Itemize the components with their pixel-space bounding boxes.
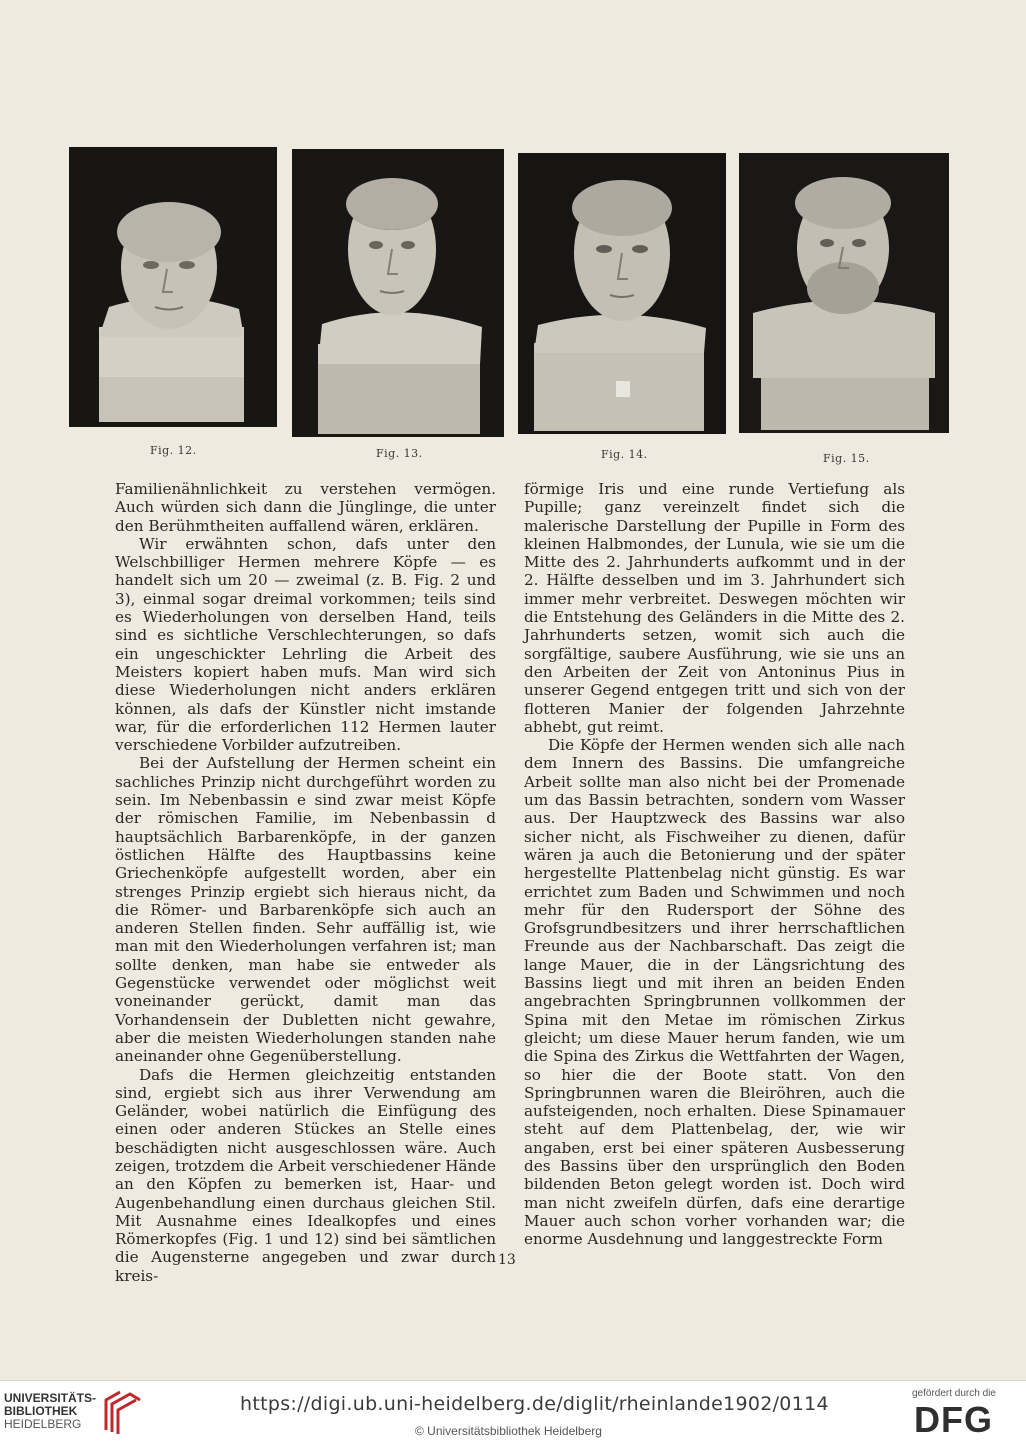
- bust-image-15: [739, 153, 949, 433]
- figure-13-caption: Fig. 13.: [376, 447, 423, 460]
- permalink-url[interactable]: https://digi.ub.uni-heidelberg.de/diglit/rheinlande1902/0114: [240, 1393, 829, 1415]
- library-logo-icon: [100, 1386, 146, 1436]
- left-paragraph: Bei der Aufstellung der Hermen scheint ein sachliches Prinzip nicht durchgeführt worden zu sein. Im Nebenbassin e sind zwar meist Köpfe der römischen Familie, im Nebenbassin d hauptsächlich Barbarenköpfe, in der ganzen östlichen Hälfte des Hauptbassins keine Griechenköpfe aufgestellt worden, aber ein strenges Prinzip ergiebt sich hieraus nicht, da die Römer- und Barbarenköpfe sich auch an anderen Stellen finden. Sehr auffällig ist, wie man mit den Wiederholungen verfahren ist; man sollte denken, man habe sie entweder als Gegenstücke verwendet oder möglichst weit voneinander gerückt, damit man das Vorhandensein der Dubletten nicht gewahre, aber die meisten Wiederholungen standen nahe aneinander ohne Gegenüberstellung.: [115, 754, 496, 1066]
- left-text-column: [115, 480, 496, 1285]
- figure-15-caption: Fig. 15.: [823, 452, 870, 465]
- viewer-footer: [0, 1380, 1026, 1452]
- figure-13-photo: [292, 149, 504, 437]
- figure-14-caption: Fig. 14.: [601, 448, 648, 461]
- left-paragraph: Familienähnlichkeit zu verstehen vermögen. Auch würden sich dann die Jünglinge, die unter den Berühmtheiten auffallend wären, erklären.: [115, 480, 496, 535]
- dfg-logo: DFG: [914, 1399, 993, 1440]
- library-name-line3: HEIDELBERG: [4, 1417, 82, 1431]
- figure-12-caption: Fig. 12.: [150, 444, 197, 457]
- bust-image-13: [292, 149, 504, 437]
- right-text-column: [524, 480, 905, 1248]
- right-paragraph: Die Köpfe der Hermen wenden sich alle nach dem Innern des Bassins. Die umfangreiche Arbeit sollte man also nicht bei der Promenade um das Bassin betrachten, sondern vom Wasser aus. Der Hauptzweck des Bassins war also sicher nicht, als Fischweiher zu dienen, dafür wären ja auch die Betonierung und der später hergestellte Plattenbelag nicht günstig. Es war errichtet zum Baden und Schwimmen und noch mehr für den Rudersport der Söhne des Grofsgrundbesitzers und ihrer herrschaftlichen Freunde aus der Nachbarschaft. Das zeigt die lange Mauer, die in der Längsrichtung des Bassins liegt und mit ihren an beiden Enden angebrachten Springbrunnen vollkommen der Spina mit den Metae im römischen Zirkus gleicht; um diese Mauer herum fanden, wie um die Spina des Zirkus die Wettfahrten der Wagen, so hier die der Boote statt. Von den Springbrunnen waren die Bleiröhren, auch die aufsteigenden, noch erhalten. Diese Spinamauer steht auf dem Plattenbelag, der, wie wir angaben, erst bei einer späteren Ausbesserung des Bassins über den ursprünglich den Boden bildenden Beton gelegt worden ist. Doch wird man nicht zweifeln dürfen, dafs eine derartige Mauer auch schon vorher vorhanden war; die enorme Ausdehnung und langgestreckte Form: [524, 736, 905, 1249]
- funding-note: gefördert durch die: [912, 1388, 996, 1399]
- library-name: [4, 1392, 96, 1431]
- figure-14-photo: [518, 153, 726, 434]
- bust-image-14: [518, 153, 726, 434]
- left-paragraph: Dafs die Hermen gleichzeitig entstanden sind, ergiebt sich aus ihrer Verwendung am Geländer, wobei natürlich die Einfügung des einen oder anderen Stückes an Stelle eines beschädigten nicht ausgeschlossen wäre. Auch zeigen, trotzdem die Arbeit verschiedener Hände an den Köpfen zu bemerken ist, Haar- und Augenbehandlung einen durchaus gleichen Stil. Mit Ausnahme eines Idealkopfes und eines Römerkopfes (Fig. 1 und 12) sind bei sämtlichen die Augensterne angegeben und zwar durch kreis-: [115, 1065, 496, 1285]
- page-number: 13: [498, 1252, 516, 1268]
- library-name-line1: UNIVERSITÄTS-: [4, 1391, 97, 1405]
- copyright-notice: © Universitätsbibliothek Heidelberg: [415, 1424, 602, 1438]
- figure-12-photo: [69, 147, 277, 427]
- left-paragraph: Wir erwähnten schon, dafs unter den Welschbilliger Hermen mehrere Köpfe — es handelt sich um 20 — zweimal (z. B. Fig. 2 und 3), einmal sogar dreimal vorkommen; teils sind es Wiederholungen von derselben Hand, teils sind es sichtliche Verschlechterungen, so dafs ein ungeschickter Lehrling die Arbeit des Meisters kopiert haben mufs. Man wird sich diese Wiederholungen nicht anders erklären können, als dafs der Künstler nicht imstande war, für die erforderlichen 112 Hermen lauter verschiedene Vorbilder aufzutreiben.: [115, 534, 496, 755]
- bust-image-12: [69, 147, 277, 427]
- figure-15-photo: [739, 153, 949, 433]
- right-paragraph: förmige Iris und eine runde Vertiefung als Pupille; ganz vereinzelt findet sich die malerische Darstellung der Pupille in Form des kleinen Halbmondes, der Lunula, wie sie um die Mitte des 2. Jahrhunderts aufkommt und in der 2. Hälfte desselben und im 3. Jahrhundert sich immer mehr verbreitet. Deswegen möchten wir die Entstehung des Geländers in die Mitte des 2. Jahrhunderts setzen, womit sich auch die sorgfältige, saubere Ausführung, wie sie uns an den Arbeiten der Zeit von Antoninus Pius in unserer Gegend entgegen tritt und sich von der flotteren Manier der folgenden Jahrzehnte abhebt, gut reimt.: [524, 480, 905, 736]
- library-name-line2: BIBLIOTHEK: [4, 1404, 78, 1418]
